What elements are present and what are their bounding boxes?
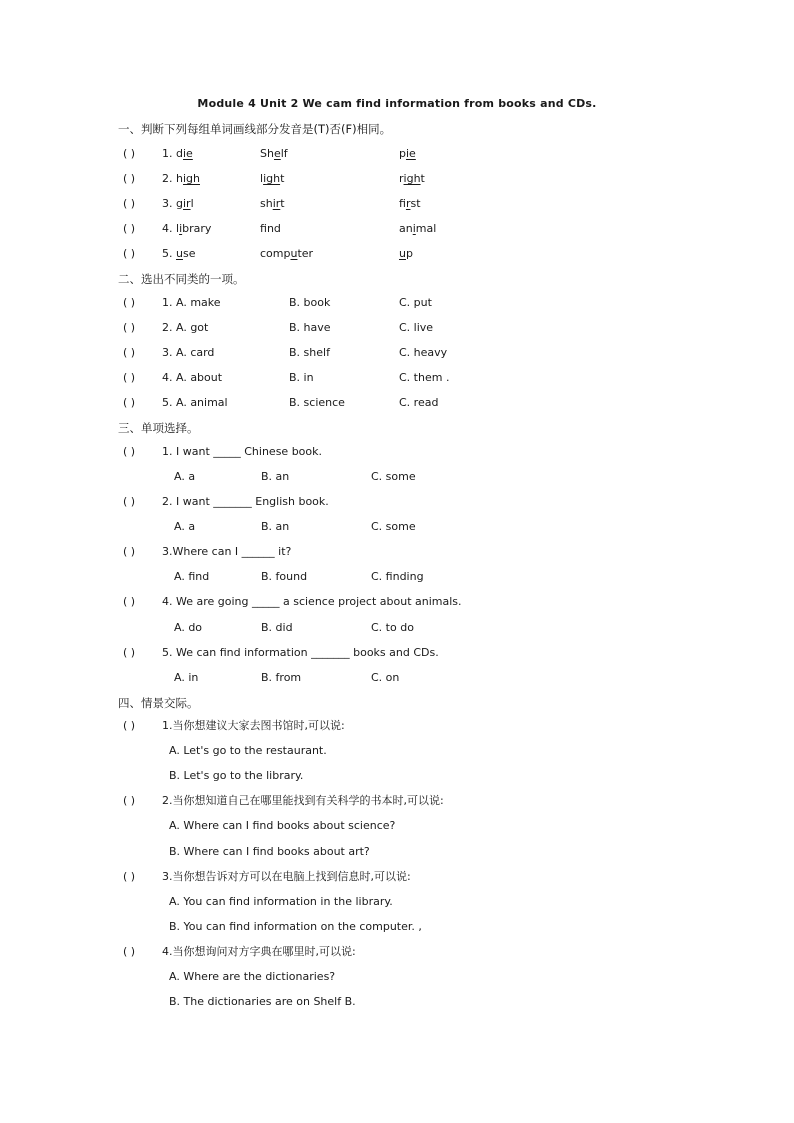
option-b: B. from bbox=[261, 671, 302, 684]
word-part: comp bbox=[260, 247, 291, 260]
scenario-text: 2.当你想知道自己在哪里能找到有关科学的书本时,可以说: bbox=[162, 794, 444, 807]
item-number: 5. bbox=[162, 247, 176, 260]
underlined-letters: ie bbox=[405, 147, 416, 160]
underlined-letters: u bbox=[399, 247, 406, 260]
item-number: 2. bbox=[162, 172, 176, 185]
word-part: an bbox=[399, 222, 413, 235]
word-part: l bbox=[260, 172, 264, 185]
phonics-word bbox=[399, 196, 421, 212]
word-part: l bbox=[176, 222, 180, 235]
option-c: C. read bbox=[399, 396, 439, 409]
item-number: 3. bbox=[162, 197, 176, 210]
word-part: Sh bbox=[260, 147, 274, 160]
underlined-letters: ie bbox=[182, 147, 193, 160]
option-a: A. do bbox=[174, 621, 203, 634]
option-a: A. Where are the dictionaries? bbox=[169, 970, 336, 983]
answer-blank: ( ) bbox=[123, 595, 136, 608]
option-b: B. found bbox=[261, 570, 308, 583]
section-4-heading: 四、情景交际。 bbox=[118, 696, 199, 710]
word-part: t bbox=[420, 172, 425, 185]
option-b: B. Let's go to the library. bbox=[169, 769, 304, 782]
underlined-letters: igh bbox=[182, 172, 200, 185]
question-text: 1. I want _____ Chinese book. bbox=[162, 445, 322, 458]
answer-blank: ( ) bbox=[123, 719, 136, 732]
option-b: B. You can find information on the computer. , bbox=[169, 920, 422, 933]
option-c: C. them . bbox=[399, 371, 450, 384]
scenario-text: 4.当你想询问对方字典在哪里时,可以说: bbox=[162, 945, 356, 958]
phonics-word bbox=[162, 171, 200, 187]
option-c: C. live bbox=[399, 321, 434, 334]
underlined-letters: e bbox=[273, 147, 281, 160]
answer-blank: ( ) bbox=[123, 870, 136, 883]
answer-blank: ( ) bbox=[123, 321, 136, 334]
option-a: A. find bbox=[174, 570, 210, 583]
word-part: mal bbox=[415, 222, 437, 235]
word-part: lf bbox=[280, 147, 288, 160]
answer-blank: ( ) bbox=[123, 794, 136, 807]
option-b: B. in bbox=[289, 371, 314, 384]
answer-blank: ( ) bbox=[123, 346, 136, 359]
option-a: 3. A. card bbox=[162, 346, 215, 359]
option-c: C. finding bbox=[371, 570, 424, 583]
option-a: A. Where can I find books about science? bbox=[169, 819, 396, 832]
word-part: p bbox=[405, 247, 413, 260]
word-part: brary bbox=[182, 222, 212, 235]
underlined-letters: igh bbox=[263, 172, 281, 185]
item-number: 1. bbox=[162, 147, 176, 160]
underlined-letters: ir bbox=[182, 197, 191, 210]
option-b: B. an bbox=[261, 520, 290, 533]
option-b: B. an bbox=[261, 470, 290, 483]
phonics-word bbox=[260, 171, 284, 187]
answer-blank: ( ) bbox=[123, 147, 136, 160]
option-a: A. a bbox=[174, 520, 196, 533]
option-b: B. did bbox=[261, 621, 293, 634]
word-part: st bbox=[410, 197, 421, 210]
section-2-heading: 二、选出不同类的一项。 bbox=[118, 272, 245, 286]
option-b: B. The dictionaries are on Shelf B. bbox=[169, 995, 356, 1008]
word-part: d bbox=[176, 147, 183, 160]
scenario-text: 3.当你想告诉对方可以在电脑上找到信息时,可以说: bbox=[162, 870, 411, 883]
option-b: B. book bbox=[289, 296, 331, 309]
phonics-word bbox=[260, 146, 288, 162]
word-part: se bbox=[182, 247, 196, 260]
underlined-letters: ir bbox=[405, 197, 411, 210]
option-c: C. to do bbox=[371, 621, 414, 634]
word-part: nd bbox=[266, 222, 281, 235]
question-text: 5. We can find information _______ books and CDs. bbox=[162, 646, 439, 659]
phonics-word bbox=[260, 246, 313, 262]
option-c: C. on bbox=[371, 671, 400, 684]
answer-blank: ( ) bbox=[123, 495, 136, 508]
word-part: f bbox=[260, 222, 267, 235]
option-a: A. a bbox=[174, 470, 196, 483]
word-part: t bbox=[280, 172, 285, 185]
option-a: 5. A. animal bbox=[162, 396, 228, 409]
option-a: 2. A. got bbox=[162, 321, 209, 334]
word-part: f bbox=[399, 197, 406, 210]
answer-blank: ( ) bbox=[123, 445, 136, 458]
option-c: C. put bbox=[399, 296, 432, 309]
item-number: 4. bbox=[162, 222, 176, 235]
option-c: C. some bbox=[371, 520, 416, 533]
answer-blank: ( ) bbox=[123, 197, 136, 210]
word-part: r bbox=[399, 172, 404, 185]
answer-blank: ( ) bbox=[123, 222, 136, 235]
phonics-word bbox=[399, 171, 425, 187]
underlined-letters: ir bbox=[272, 197, 281, 210]
word-part: p bbox=[399, 147, 406, 160]
option-a: 1. A. make bbox=[162, 296, 221, 309]
page-title: Module 4 Unit 2 We cam find information from books and CDs. bbox=[197, 97, 597, 110]
answer-blank: ( ) bbox=[123, 945, 136, 958]
question-text: 3.Where can I ______ it? bbox=[162, 545, 292, 558]
word-part: sh bbox=[260, 197, 273, 210]
underlined-letters: igh bbox=[403, 172, 421, 185]
phonics-word bbox=[162, 146, 193, 162]
option-a: A. You can find information in the library. bbox=[169, 895, 393, 908]
underlined-letters: i bbox=[412, 222, 416, 235]
option-c: C. heavy bbox=[399, 346, 448, 359]
phonics-word bbox=[399, 221, 436, 237]
answer-blank: ( ) bbox=[123, 247, 136, 260]
phonics-word bbox=[162, 196, 194, 212]
answer-blank: ( ) bbox=[123, 371, 136, 384]
phonics-word bbox=[399, 246, 413, 262]
option-a: 4. A. about bbox=[162, 371, 223, 384]
answer-blank: ( ) bbox=[123, 296, 136, 309]
scenario-text: 1.当你想建议大家去图书馆时,可以说: bbox=[162, 719, 345, 732]
underlined-letters: u bbox=[176, 247, 183, 260]
underlined-letters: u bbox=[290, 247, 298, 260]
option-b: B. have bbox=[289, 321, 331, 334]
option-b: B. Where can I find books about art? bbox=[169, 845, 370, 858]
question-text: 2. I want _______ English book. bbox=[162, 495, 329, 508]
question-text: 4. We are going _____ a science project about animals. bbox=[162, 595, 462, 608]
answer-blank: ( ) bbox=[123, 396, 136, 409]
word-part: t bbox=[280, 197, 285, 210]
option-a: A. Let's go to the restaurant. bbox=[169, 744, 327, 757]
section-1-heading: 一、判断下列每组单词画线部分发音是(T)否(F)相同。 bbox=[118, 122, 392, 136]
section-3-heading: 三、单项选择。 bbox=[118, 421, 199, 435]
option-c: C. some bbox=[371, 470, 416, 483]
word-part: l bbox=[190, 197, 194, 210]
phonics-word bbox=[260, 196, 285, 212]
answer-blank: ( ) bbox=[123, 646, 136, 659]
word-part: g bbox=[176, 197, 183, 210]
phonics-word bbox=[399, 146, 416, 162]
option-b: B. science bbox=[289, 396, 345, 409]
word-part: ter bbox=[297, 247, 314, 260]
underlined-letters: i bbox=[179, 222, 183, 235]
option-a: A. in bbox=[174, 671, 199, 684]
phonics-word bbox=[162, 246, 195, 262]
option-b: B. shelf bbox=[289, 346, 330, 359]
phonics-word bbox=[162, 221, 211, 237]
answer-blank: ( ) bbox=[123, 172, 136, 185]
word-part: h bbox=[176, 172, 183, 185]
phonics-word bbox=[260, 221, 281, 237]
answer-blank: ( ) bbox=[123, 545, 136, 558]
